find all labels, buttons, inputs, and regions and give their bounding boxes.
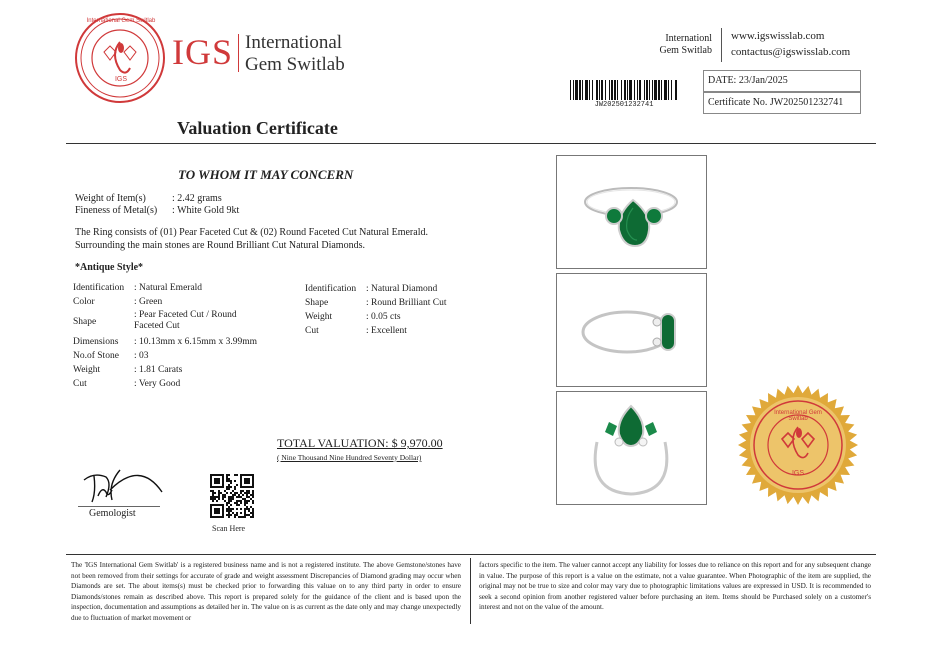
gold-seal-text-bottom: IGS [791, 470, 805, 477]
salutation: TO WHOM IT MAY CONCERN [178, 167, 354, 182]
qr-module [236, 500, 238, 502]
qr-module [228, 508, 230, 510]
qr-module [248, 508, 250, 510]
barcode-bar [644, 80, 645, 100]
qr-module [228, 514, 230, 516]
gemologist-label: Gemologist [89, 508, 136, 519]
qr-module [240, 490, 242, 492]
spec-value: : 10.13mm x 6.15mm x 3.99mm [134, 337, 257, 347]
company-seal-logo [74, 12, 166, 104]
qr-module [246, 502, 248, 504]
qr-module [226, 504, 228, 506]
qr-module [244, 504, 246, 506]
qr-module [246, 490, 248, 492]
qr-module [246, 508, 248, 510]
qr-module [244, 508, 246, 510]
barcode-bar [646, 80, 648, 100]
ring-photo-side [556, 273, 707, 387]
qr-module [244, 492, 246, 494]
qr-module [226, 502, 228, 504]
qr-module [252, 508, 254, 510]
barcode-bar [627, 80, 628, 100]
qr-module [218, 498, 220, 500]
qr-module [222, 496, 224, 498]
qr-module [252, 502, 254, 504]
barcode-bar [596, 80, 598, 100]
spec-label: Cut [73, 379, 87, 389]
qr-module [232, 494, 234, 496]
qr-module [228, 516, 230, 518]
disclaimer-divider [470, 558, 471, 624]
total-valuation: TOTAL VALUATION: $ 9,970.00 [277, 436, 443, 450]
barcode-number: JW202501232741 [594, 101, 654, 109]
qr-module [226, 486, 228, 488]
qr-module [228, 496, 230, 498]
barcode-bar [658, 80, 660, 100]
qr-module [228, 484, 230, 486]
company-name-line1: International [245, 32, 343, 53]
logo-divider [238, 34, 239, 72]
qr-module [210, 498, 212, 500]
barcode [570, 80, 678, 100]
spec-value: : 1.81 Carats [134, 365, 183, 375]
qr-module [222, 494, 224, 496]
qr-module [226, 480, 228, 482]
signature-line [78, 506, 160, 507]
ring-photo-top [556, 391, 707, 505]
qr-module [236, 504, 238, 506]
qr-module [242, 516, 244, 518]
barcode-bar [664, 80, 667, 100]
qr-module [212, 492, 214, 494]
qr-module [230, 514, 232, 516]
qr-module [234, 502, 236, 504]
qr-module [228, 498, 230, 500]
qr-module [252, 492, 254, 494]
seal-gem [796, 428, 802, 438]
qr-module [246, 492, 248, 494]
qr-module [246, 506, 248, 508]
qr-module [226, 488, 228, 490]
qr-module [246, 496, 248, 498]
date-value: DATE: 23/Jan/2025 [708, 75, 788, 86]
barcode-bar [621, 80, 622, 100]
qr-module [212, 496, 214, 498]
qr-module [234, 516, 236, 518]
qr-module [250, 498, 252, 500]
qr-module [236, 492, 238, 494]
qr-module [224, 490, 226, 492]
barcode-bar [624, 80, 626, 100]
small-company-name-2: Gem Switlab [659, 45, 712, 56]
qr-module [216, 500, 218, 502]
qr-module [234, 486, 236, 488]
qr-module [244, 514, 246, 516]
qr-module [252, 516, 254, 518]
qr-module [228, 488, 230, 490]
barcode-bar [637, 80, 638, 100]
qr-module [244, 512, 246, 514]
qr-module [248, 514, 250, 516]
qr-module [228, 474, 230, 476]
qr-module [236, 514, 238, 516]
qr-module [236, 496, 238, 498]
weight-value: : 2.42 grams [172, 193, 222, 204]
disclaimer-right: factors specific to the item. The valuer cannot accept any liability for losses due to reliance on this report and for any subsequent change in value. The purpose of this report is a value on the estimate, not a value guarantee. When Photographic of the item are supplied, the original may not be true to size and color may vary due to photographic limitations values are expressed in USD. It is recommended to seek a second opinion from another registered valuer before purchasing an item. Items should be Purchased solely on a customer's interest and not on the value of the amount. [479, 561, 871, 612]
barcode-bar [629, 80, 632, 100]
qr-module [244, 516, 246, 518]
qr-module [228, 500, 230, 502]
barcode-bar [639, 80, 641, 100]
qr-module [232, 498, 234, 500]
certificate-number: Certificate No. JW202501232741 [708, 97, 844, 108]
qr-module [236, 502, 238, 504]
qr-module [252, 512, 254, 514]
qr-module [230, 482, 232, 484]
barcode-bar [579, 80, 581, 100]
qr-module [244, 500, 246, 502]
spec-label: Identification [305, 284, 357, 294]
email-link[interactable]: contactus@igswisslab.com [731, 46, 851, 58]
qr-module [234, 480, 236, 482]
qr-module [232, 508, 234, 510]
company-name-line2: Gem Switlab [245, 54, 345, 75]
qr-module [214, 508, 220, 514]
qr-module [234, 492, 236, 494]
logo-igs: IGS [172, 32, 234, 72]
qr-module [248, 510, 250, 512]
qr-module [224, 494, 226, 496]
barcode-bar [652, 80, 653, 100]
qr-module [240, 496, 242, 498]
qr-module [218, 496, 220, 498]
barcode-bar [570, 80, 571, 100]
barcode-bar [573, 80, 574, 100]
qr-code[interactable] [210, 474, 254, 518]
barcode-bar [585, 80, 588, 100]
spec-label: Weight [73, 365, 101, 375]
qr-module [218, 492, 220, 494]
qr-label: Scan Here [212, 524, 246, 533]
qr-module [252, 490, 254, 492]
qr-module [234, 514, 236, 516]
qr-module [214, 498, 216, 500]
qr-module [236, 474, 238, 476]
spec-label: Identification [73, 283, 125, 293]
qr-module [242, 494, 244, 496]
qr-module [244, 510, 246, 512]
qr-module [252, 496, 254, 498]
qr-module [226, 478, 228, 480]
spec-value: : Pear Faceted Cut / Round Faceted Cut [134, 310, 237, 331]
spec-label: Cut [305, 326, 319, 336]
disclaimer-left: The 'IGS International Gem Switlab' is a registered business name and is not a registered institute. The above Gemstone/stones have not been removed from their settings for accurate of grade and weight assessment Discrepancies of Diamond grading may occur when Diamonds are set. The about items(s) must be checked prior to forwarding this valuae on to any third party in order to ensure Diamonds/stones remain as described above. This report is prepared solely for the guidance of the client and is based upon the inspection, documentation and assumptions as detailed her in. The value on is as current as the date only and may change unexpectedly due to fluctuation of market movement or [71, 561, 461, 622]
qr-module [240, 508, 242, 510]
fineness-value: : White Gold 9kt [172, 205, 240, 216]
qr-module [238, 494, 240, 496]
qr-module [242, 498, 244, 500]
spec-label: Weight [305, 312, 333, 322]
spec-label: Shape [73, 317, 97, 327]
qr-module [244, 502, 246, 504]
qr-module [232, 512, 234, 514]
header-vertical-divider [721, 28, 722, 62]
spec-label: Color [73, 297, 95, 307]
barcode-bar [589, 80, 590, 100]
barcode-bar [668, 80, 669, 100]
qr-module [226, 476, 228, 478]
certificate-number-box [703, 92, 861, 114]
qr-module [248, 492, 250, 494]
barcode-bar [671, 80, 672, 100]
barcode-bar [605, 80, 606, 100]
fineness-label: Fineness of Metal(s) [75, 205, 158, 216]
qr-module [230, 500, 232, 502]
qr-module [228, 478, 230, 480]
spec-value: : Natural Emerald [134, 283, 203, 293]
footer-rule [66, 554, 876, 555]
qr-module [234, 494, 236, 496]
spec-value: : Round Brilliant Cut [366, 298, 447, 308]
barcode-bar [614, 80, 616, 100]
qr-module [236, 508, 238, 510]
qr-module [240, 500, 242, 502]
qr-module [224, 500, 226, 502]
gemologist-signature [80, 466, 166, 506]
page-title: Valuation Certificate [177, 118, 338, 138]
qr-module [236, 512, 238, 514]
barcode-bar [654, 80, 657, 100]
qr-module [224, 496, 226, 498]
qr-module [230, 510, 232, 512]
spec-value: : 03 [134, 351, 149, 361]
website-link[interactable]: www.igswisslab.com [731, 30, 825, 42]
qr-module [228, 480, 230, 482]
qr-module [218, 494, 220, 496]
qr-module [218, 490, 220, 492]
title-rule [66, 143, 876, 144]
qr-module [246, 514, 248, 516]
spec-label: Dimensions [73, 337, 119, 347]
ring-photo-front [556, 155, 707, 269]
spec-value: : Very Good [134, 379, 181, 389]
seal-text-top: International Gem Switlab [86, 18, 156, 24]
qr-module [234, 488, 236, 490]
gold-seal [736, 383, 860, 507]
qr-module [250, 516, 252, 518]
valuation-in-words: ( Nine Thousand Nine Hundred Seventy Dollar) [277, 453, 422, 462]
qr-module [248, 490, 250, 492]
qr-module [226, 514, 228, 516]
qr-module [252, 494, 254, 496]
qr-module [238, 516, 240, 518]
qr-module [230, 496, 232, 498]
barcode-bar [592, 80, 593, 100]
qr-module [212, 490, 214, 492]
qr-module [210, 490, 212, 492]
qr-module [240, 516, 242, 518]
qr-module [232, 496, 234, 498]
qr-module [214, 478, 220, 484]
qr-module [220, 492, 222, 494]
qr-module [244, 498, 246, 500]
qr-module [228, 510, 230, 512]
qr-module [226, 510, 228, 512]
spec-value: : Natural Diamond [366, 284, 438, 294]
gold-seal-text-top: International Gem Switlab [774, 410, 822, 422]
qr-module [250, 512, 252, 514]
spec-value: : 0.05 cts [366, 312, 401, 322]
spec-value: : Green [134, 297, 163, 307]
qr-module [214, 496, 216, 498]
qr-module [236, 484, 238, 486]
qr-module [230, 492, 232, 494]
spec-label: No.of Stone [73, 351, 119, 361]
barcode-bar [609, 80, 610, 100]
qr-module [238, 504, 240, 506]
qr-module [230, 480, 232, 482]
qr-module [248, 496, 250, 498]
qr-module [230, 498, 232, 500]
barcode-bar [634, 80, 635, 100]
qr-module [240, 512, 242, 514]
barcode-bar [599, 80, 600, 100]
qr-module [250, 494, 252, 496]
qr-module [240, 502, 242, 504]
spec-value: : Excellent [366, 326, 407, 336]
qr-module [230, 508, 232, 510]
qr-module [228, 512, 230, 514]
qr-module [242, 490, 244, 492]
qr-module [234, 474, 236, 476]
seal-text-bottom: IGS [114, 76, 128, 83]
qr-module [250, 506, 252, 508]
qr-module [222, 498, 224, 500]
spec-label: Shape [305, 298, 329, 308]
qr-module [246, 494, 248, 496]
barcode-bar [601, 80, 603, 100]
barcode-bar [675, 80, 677, 100]
barcode-bar [661, 80, 662, 100]
barcode-bar [582, 80, 583, 100]
qr-module [212, 494, 214, 496]
qr-module [212, 498, 214, 500]
qr-module [238, 500, 240, 502]
item-description: The Ring consists of (01) Pear Faceted Cut & (02) Round Faceted Cut Natural Emerald. Surrounding the main stones are Round Brilliant Cut Natural Diamonds. [75, 227, 428, 251]
style-note: *Antique Style* [75, 262, 144, 273]
qr-module [232, 490, 234, 492]
qr-module [246, 500, 248, 502]
qr-module [240, 492, 242, 494]
qr-module [228, 486, 230, 488]
qr-module [248, 500, 250, 502]
small-company-name-1: Internationl [665, 33, 712, 44]
qr-module [214, 492, 216, 494]
qr-module [228, 506, 230, 508]
qr-module [226, 474, 228, 476]
qr-module [216, 496, 218, 498]
qr-module [210, 496, 212, 498]
qr-module [252, 514, 254, 516]
qr-module [230, 486, 232, 488]
qr-module [226, 508, 228, 510]
weight-label: Weight of Item(s) [75, 193, 146, 204]
qr-module [244, 478, 250, 484]
qr-module [230, 504, 232, 506]
qr-module [252, 510, 254, 512]
barcode-bar [649, 80, 650, 100]
barcode-bar [617, 80, 618, 100]
barcode-bar [575, 80, 578, 100]
qr-module [228, 502, 230, 504]
qr-module [212, 500, 214, 502]
barcode-bar [611, 80, 613, 100]
date-box [703, 70, 861, 92]
qr-module [226, 492, 228, 494]
qr-module [238, 496, 240, 498]
qr-module [252, 500, 254, 502]
